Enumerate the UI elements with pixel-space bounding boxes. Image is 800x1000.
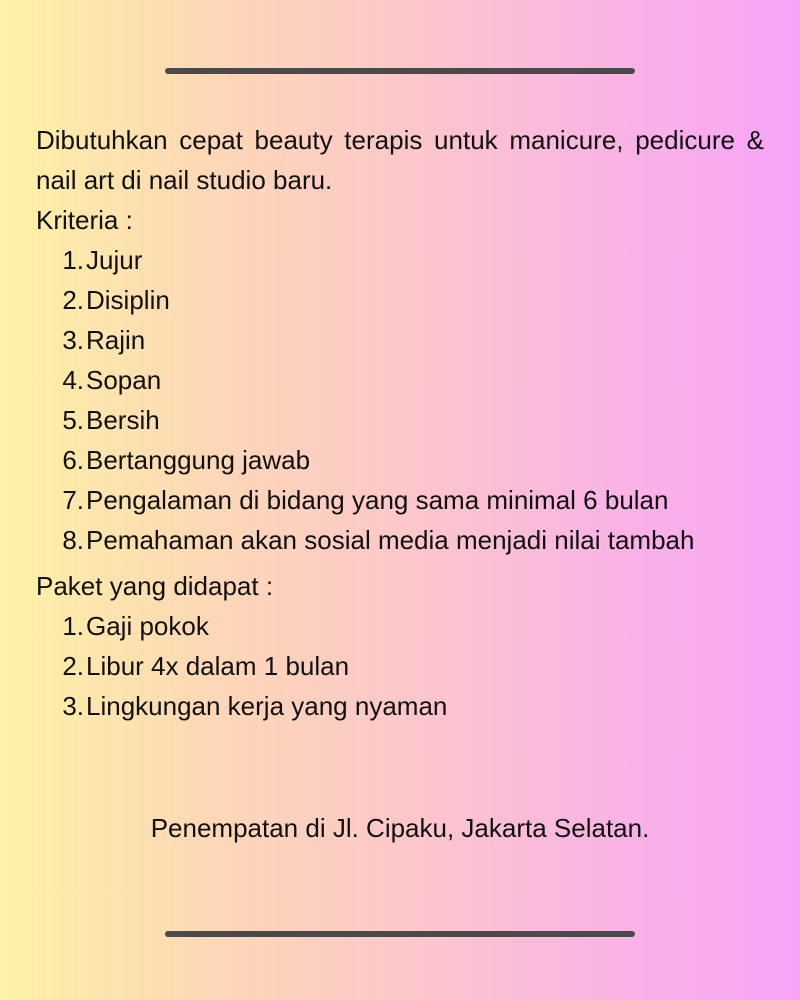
list-item-text: Pemahaman akan sosial media menjadi nilai tambah	[86, 525, 695, 555]
benefits-list	[36, 606, 764, 726]
criteria-heading: Kriteria :	[36, 205, 133, 235]
list-number: 4.	[62, 365, 84, 395]
list-item	[36, 606, 764, 646]
list-item	[36, 480, 764, 520]
list-item	[36, 400, 764, 440]
list-item	[36, 320, 764, 360]
list-item-text: Bertanggung jawab	[86, 445, 311, 475]
benefits-heading: Paket yang didapat :	[36, 571, 274, 601]
criteria-list	[36, 240, 764, 560]
list-number: 2.	[62, 651, 84, 681]
list-item-text: Libur 4x dalam 1 bulan	[86, 651, 350, 681]
location-text: Penempatan di Jl. Cipaku, Jakarta Selatan.	[150, 813, 650, 843]
list-number: 5.	[62, 405, 84, 435]
intro-text: Dibutuhkan cepat beauty terapis untuk manicure, pedicure & nail art di nail studio baru.	[36, 125, 764, 195]
list-item	[36, 646, 764, 686]
bottom-divider	[165, 931, 635, 937]
list-item	[36, 240, 764, 280]
list-item	[36, 520, 764, 560]
list-number: 1.	[62, 245, 84, 275]
list-number: 6.	[62, 445, 84, 475]
list-number: 3.	[62, 691, 84, 721]
list-number: 2.	[62, 285, 84, 315]
top-divider	[165, 68, 635, 74]
list-item	[36, 686, 764, 726]
list-item-text: Disiplin	[86, 285, 170, 315]
list-number: 1.	[62, 611, 84, 641]
list-item	[36, 440, 764, 480]
list-item-text: Pengalaman di bidang yang sama minimal 6 bulan	[86, 485, 669, 515]
list-item-text: Gaji pokok	[86, 611, 209, 641]
list-item-text: Lingkungan kerja yang nyaman	[86, 691, 448, 721]
list-number: 3.	[62, 325, 84, 355]
list-item-text: Bersih	[86, 405, 160, 435]
job-posting	[36, 120, 764, 726]
list-item-text: Rajin	[86, 325, 146, 355]
list-item-text: Sopan	[86, 365, 162, 395]
list-number: 8.	[62, 525, 84, 555]
list-number: 7.	[62, 485, 84, 515]
list-item	[36, 360, 764, 400]
list-item	[36, 280, 764, 320]
list-item-text: Jujur	[86, 245, 143, 275]
